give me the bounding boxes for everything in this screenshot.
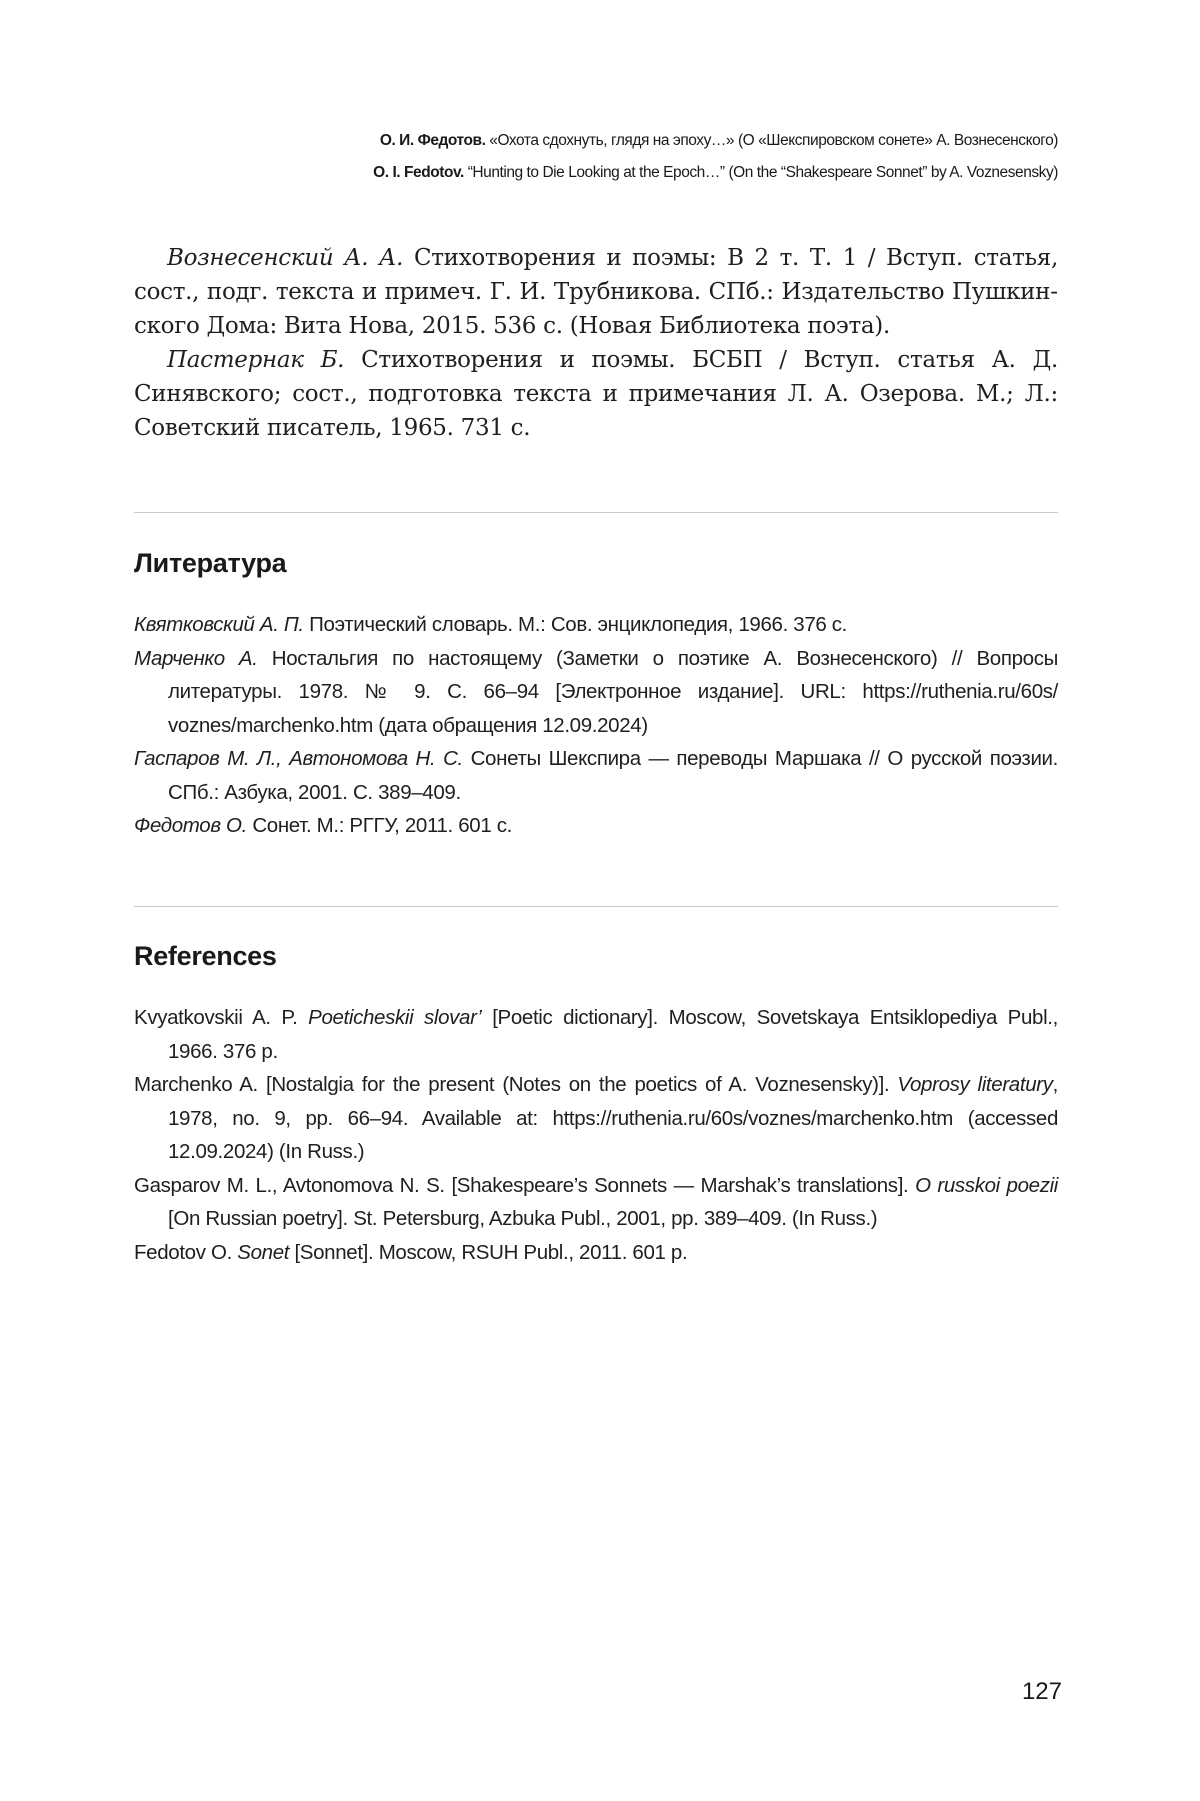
- entry-author: Квятковский А. П.: [134, 613, 304, 636]
- literatura-entry: [134, 608, 1058, 642]
- literatura-heading: Литература: [134, 548, 287, 578]
- reference-italic: Voprosy literatury: [897, 1073, 1053, 1096]
- sources-list: [134, 241, 1058, 445]
- literatura-entry: [134, 642, 1058, 743]
- reference-entry: [134, 1169, 1058, 1236]
- reference-pre: Fedotov O.: [134, 1240, 238, 1264]
- source-entry: [134, 241, 1058, 343]
- references-heading: References: [134, 941, 277, 971]
- reference-post: [Sonnet]. Moscow, RSUH Publ., 2011. 601 p.: [289, 1240, 688, 1264]
- running-head-en-author: O. I. Fedotov.: [373, 164, 464, 181]
- reference-pre: Kvyatkovskii A. P.: [134, 1006, 309, 1029]
- source-author: Вознесенский А. А.: [167, 245, 404, 271]
- reference-pre: Marchenko A. [Nostalgia for the present (Notes on the poetics of A. Voznesensky)].: [134, 1073, 898, 1096]
- source-text: Стихотворения и поэмы: В 2 т. Т. 1 / Вступ. статья, сост., подг. текста и примеч. Г. И. Трубникова. СПб.: Издательство Пушкинского Дома: Вита Нова, 2015. 536 с. (Новая Библиотека поэта).: [134, 245, 1058, 339]
- reference-entry: [134, 1236, 1058, 1270]
- entry-text: Поэтический словарь. М.: Сов. энциклопедия, 1966. 376 с.: [303, 613, 848, 636]
- reference-pre: Gasparov M. L., Avtonomova N. S. [Shakespeare’s Sonnets — Marshak’s translations].: [134, 1173, 916, 1197]
- reference-post: , 1978, no. 9, pp. 66–94. Available at: https://ruthenia.ru/60s/voznes/marchenko.htm (accessed 12.09.2024) (In Russ.): [168, 1073, 1058, 1163]
- reference-entry: [134, 1001, 1058, 1068]
- references-list: [134, 1001, 1058, 1269]
- entry-text: Ностальгия по настоящему (Заметки о поэтике А. Вознесенского) // Вопросы литературы. 1978. № 9. С. 66–94 [Электронное издание]. URL: https://ruthenia.ru/60s/​voznes/marchenko.htm (дата обращения 12.09.2024): [168, 646, 1058, 737]
- running-head-en-title: “Hunting to Die Looking at the Epoch…” (On the “Shakespeare Sonnet” by A. Voznesensky): [463, 164, 1058, 181]
- page-number: 127: [1021, 1678, 1062, 1705]
- reference-post: [On Russian poetry]. St. Petersburg, Azbuka Publ., 2001, pp. 389–409. (In Russ.): [168, 1207, 878, 1230]
- reference-italic: Sonet: [237, 1240, 290, 1264]
- literatura-entry: [134, 742, 1058, 809]
- source-text: Стихотворения и поэмы. БСБП / Вступ. статья А. Д. Синявского; сост., подготовка текста и примечания Л. А. Озерова. М.; Л.: Советский писатель, 1965. 731 с.: [134, 347, 1058, 441]
- literatura-entry: [134, 809, 1058, 843]
- entry-author: Гаспаров М. Л., Автономова Н. С.: [134, 747, 463, 770]
- journal-page: [134, 0, 1062, 1801]
- entry-author: Федотов О.: [134, 814, 247, 837]
- source-author: Пастернак Б.: [167, 347, 345, 373]
- running-head-ru-title: «Охота сдохнуть, глядя на эпоху…» (О «Шекспировском сонете» А. Вознесенского): [485, 132, 1058, 149]
- literatura-list: [134, 608, 1058, 843]
- entry-author: Марченко А.: [134, 646, 258, 670]
- reference-post: [Poetic dictionary]. Moscow, Sovetskaya Entsiklopediya Publ., 1966. 376 p.: [168, 1006, 1058, 1063]
- entry-text: Сонеты Шекспира — переводы Маршака // О русской поэзии. СПб.: Азбука, 2001. С. 389–409.: [168, 747, 1058, 804]
- reference-italic: O russkoi poezii: [915, 1173, 1058, 1197]
- running-head-ru-author: О. И. Федотов.: [379, 132, 486, 149]
- reference-italic: Poeticheskii slovar’: [308, 1006, 482, 1029]
- entry-text: Сонет. М.: РГГУ, 2011. 601 с.: [246, 814, 512, 837]
- section-divider: [134, 906, 1058, 907]
- running-head: [134, 125, 1058, 189]
- source-entry: [134, 343, 1058, 445]
- running-head-en: [134, 157, 1058, 189]
- section-divider: [134, 512, 1058, 513]
- reference-entry: [134, 1068, 1058, 1169]
- running-head-ru: [134, 125, 1058, 157]
